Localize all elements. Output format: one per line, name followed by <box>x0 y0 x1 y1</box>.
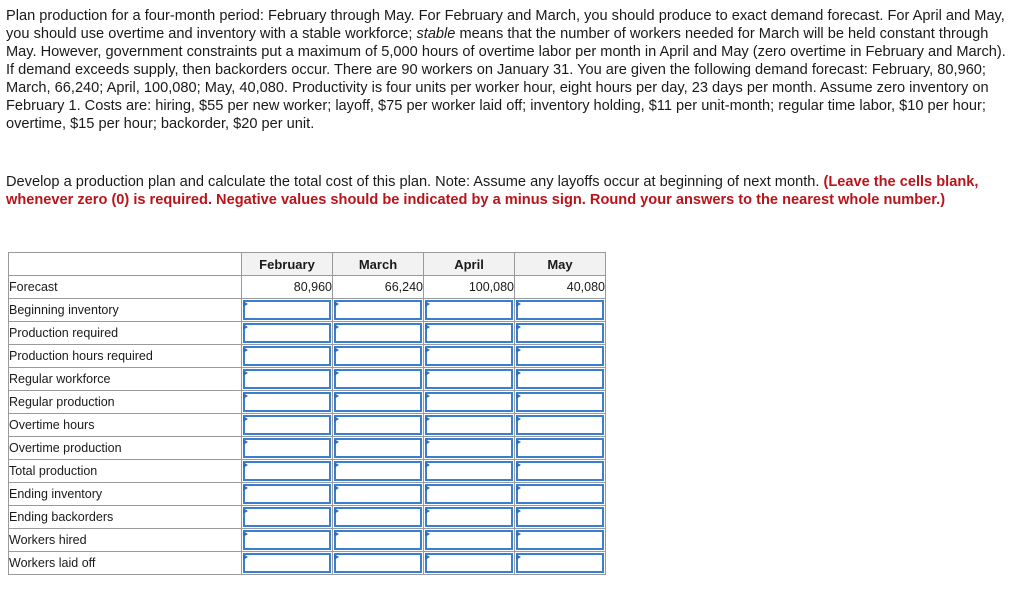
production-plan-table <box>8 252 606 575</box>
input-workers-hired-april[interactable] <box>425 530 513 550</box>
table-row <box>9 391 606 414</box>
row-label-workers-laid-off: Workers laid off <box>9 552 242 575</box>
forecast-march: 66,240 <box>333 276 424 299</box>
input-ending-backorders-may[interactable] <box>516 507 604 527</box>
input-workers-laid-off-march[interactable] <box>334 553 422 573</box>
row-label-beginning-inventory: Beginning inventory <box>9 299 242 322</box>
input-beginning-inventory-april[interactable] <box>425 300 513 320</box>
cell-overtime-production-may <box>515 437 606 460</box>
header-row <box>9 253 606 276</box>
row-label-overtime-hours: Overtime hours <box>9 414 242 437</box>
row-label-regular-workforce: Regular workforce <box>9 368 242 391</box>
table-row <box>9 437 606 460</box>
cell-beginning-inventory-april <box>424 299 515 322</box>
row-label-total-production: Total production <box>9 460 242 483</box>
cell-ending-backorders-may <box>515 506 606 529</box>
table-row <box>9 299 606 322</box>
cell-workers-hired-april <box>424 529 515 552</box>
input-production-hours-required-march[interactable] <box>334 346 422 366</box>
input-production-hours-required-april[interactable] <box>425 346 513 366</box>
table-row <box>9 368 606 391</box>
input-regular-production-march[interactable] <box>334 392 422 412</box>
row-label-ending-inventory: Ending inventory <box>9 483 242 506</box>
cell-workers-hired-may <box>515 529 606 552</box>
input-overtime-hours-april[interactable] <box>425 415 513 435</box>
cell-regular-production-april <box>424 391 515 414</box>
cell-total-production-march <box>333 460 424 483</box>
cell-overtime-hours-may <box>515 414 606 437</box>
cell-total-production-may <box>515 460 606 483</box>
header-march: March <box>333 253 424 276</box>
input-overtime-hours-march[interactable] <box>334 415 422 435</box>
row-label-production-hours-required: Production hours required <box>9 345 242 368</box>
cell-regular-production-may <box>515 391 606 414</box>
input-ending-inventory-february[interactable] <box>243 484 331 504</box>
input-production-required-february[interactable] <box>243 323 331 343</box>
input-workers-laid-off-april[interactable] <box>425 553 513 573</box>
input-overtime-production-march[interactable] <box>334 438 422 458</box>
cell-ending-inventory-may <box>515 483 606 506</box>
header-may: May <box>515 253 606 276</box>
cell-beginning-inventory-february <box>242 299 333 322</box>
cell-beginning-inventory-may <box>515 299 606 322</box>
input-workers-hired-february[interactable] <box>243 530 331 550</box>
input-production-required-may[interactable] <box>516 323 604 343</box>
forecast-february: 80,960 <box>242 276 333 299</box>
problem-statement <box>6 7 1006 133</box>
input-overtime-production-may[interactable] <box>516 438 604 458</box>
input-production-hours-required-february[interactable] <box>243 346 331 366</box>
table-row <box>9 552 606 575</box>
cell-overtime-production-february <box>242 437 333 460</box>
input-regular-workforce-february[interactable] <box>243 369 331 389</box>
header-february: February <box>242 253 333 276</box>
cell-overtime-production-april <box>424 437 515 460</box>
table-row <box>9 322 606 345</box>
input-ending-inventory-april[interactable] <box>425 484 513 504</box>
forecast-april: 100,080 <box>424 276 515 299</box>
table-row <box>9 483 606 506</box>
cell-ending-inventory-february <box>242 483 333 506</box>
cell-regular-workforce-april <box>424 368 515 391</box>
input-regular-workforce-may[interactable] <box>516 369 604 389</box>
problem-rest: means that the number of workers needed for March will be held constant through May. However, government constraints put a maximum of 5,000 hours of overtime labor per month in April and May (zero overtime in February and March). If demand exceeds supply, then backorders occur. There are 90 workers on January 31. You are given the following demand forecast: February, 80,960; March, 66,240; April, 100,080; May, 40,080. Productivity is four units per worker hour, eight hours per day, 23 days per month. Assume zero inventory on February 1. Costs are: hiring, $55 per new worker; layoff, $75 per worker laid off; inventory holding, $11 per unit-month; regular time labor, $10 per hour; overtime, $15 per hour; backorder, $20 per unit. <box>6 26 1006 132</box>
input-regular-production-may[interactable] <box>516 392 604 412</box>
input-beginning-inventory-may[interactable] <box>516 300 604 320</box>
row-label-overtime-production: Overtime production <box>9 437 242 460</box>
header-corner <box>9 253 242 276</box>
cell-ending-backorders-april <box>424 506 515 529</box>
forecast-row <box>9 276 606 299</box>
cell-workers-hired-march <box>333 529 424 552</box>
input-total-production-february[interactable] <box>243 461 331 481</box>
table-row <box>9 460 606 483</box>
instructions-text: Develop a production plan and calculate the total cost of this plan. Note: Assume any layoffs occur at beginning of next month. <box>6 174 824 190</box>
row-label-regular-production: Regular production <box>9 391 242 414</box>
row-label-ending-backorders: Ending backorders <box>9 506 242 529</box>
cell-workers-laid-off-april <box>424 552 515 575</box>
cell-ending-inventory-april <box>424 483 515 506</box>
input-workers-hired-may[interactable] <box>516 530 604 550</box>
cell-production-required-february <box>242 322 333 345</box>
table-row <box>9 529 606 552</box>
input-ending-backorders-february[interactable] <box>243 507 331 527</box>
header-april: April <box>424 253 515 276</box>
input-regular-production-april[interactable] <box>425 392 513 412</box>
input-beginning-inventory-march[interactable] <box>334 300 422 320</box>
input-ending-inventory-march[interactable] <box>334 484 422 504</box>
row-label-production-required: Production required <box>9 322 242 345</box>
cell-total-production-april <box>424 460 515 483</box>
input-overtime-hours-february[interactable] <box>243 415 331 435</box>
input-total-production-may[interactable] <box>516 461 604 481</box>
cell-regular-production-february <box>242 391 333 414</box>
cell-regular-workforce-february <box>242 368 333 391</box>
cell-regular-workforce-may <box>515 368 606 391</box>
cell-overtime-production-march <box>333 437 424 460</box>
table-row <box>9 414 606 437</box>
cell-overtime-hours-february <box>242 414 333 437</box>
forecast-label: Forecast <box>9 276 242 299</box>
input-production-required-april[interactable] <box>425 323 513 343</box>
instructions-note: (Leave the cells blank, whenever zero (0) is required. Negative values should be indicated by a minus sign. Round your answers to the nearest whole number.) <box>6 174 979 208</box>
cell-regular-production-march <box>333 391 424 414</box>
input-workers-laid-off-may[interactable] <box>516 553 604 573</box>
cell-workers-hired-february <box>242 529 333 552</box>
input-workers-laid-off-february[interactable] <box>243 553 331 573</box>
cell-beginning-inventory-march <box>333 299 424 322</box>
cell-production-required-april <box>424 322 515 345</box>
input-production-required-march[interactable] <box>334 323 422 343</box>
input-overtime-production-april[interactable] <box>425 438 513 458</box>
input-total-production-march[interactable] <box>334 461 422 481</box>
cell-production-hours-required-april <box>424 345 515 368</box>
cell-ending-backorders-march <box>333 506 424 529</box>
input-regular-workforce-april[interactable] <box>425 369 513 389</box>
cell-total-production-february <box>242 460 333 483</box>
input-beginning-inventory-february[interactable] <box>243 300 331 320</box>
cell-production-hours-required-february <box>242 345 333 368</box>
input-overtime-production-february[interactable] <box>243 438 331 458</box>
table-row <box>9 506 606 529</box>
cell-overtime-hours-april <box>424 414 515 437</box>
input-ending-backorders-march[interactable] <box>334 507 422 527</box>
row-label-workers-hired: Workers hired <box>9 529 242 552</box>
cell-regular-workforce-march <box>333 368 424 391</box>
problem-stable-word: stable <box>416 26 456 42</box>
input-regular-production-february[interactable] <box>243 392 331 412</box>
input-overtime-hours-may[interactable] <box>516 415 604 435</box>
problem-intro: Plan production for a four-month period: February through May. For February and March, you should produce to exact demand forecast. For April and May, you should use overtime and inventory with a stable workforce; <box>6 8 1005 42</box>
cell-production-hours-required-may <box>515 345 606 368</box>
cell-overtime-hours-march <box>333 414 424 437</box>
cell-ending-inventory-march <box>333 483 424 506</box>
cell-workers-laid-off-may <box>515 552 606 575</box>
cell-production-hours-required-march <box>333 345 424 368</box>
cell-workers-laid-off-february <box>242 552 333 575</box>
instructions <box>6 173 1006 209</box>
table-row <box>9 345 606 368</box>
input-production-hours-required-may[interactable] <box>516 346 604 366</box>
cell-production-required-may <box>515 322 606 345</box>
input-total-production-april[interactable] <box>425 461 513 481</box>
input-ending-backorders-april[interactable] <box>425 507 513 527</box>
forecast-may: 40,080 <box>515 276 606 299</box>
input-workers-hired-march[interactable] <box>334 530 422 550</box>
cell-production-required-march <box>333 322 424 345</box>
input-ending-inventory-may[interactable] <box>516 484 604 504</box>
cell-workers-laid-off-march <box>333 552 424 575</box>
input-regular-workforce-march[interactable] <box>334 369 422 389</box>
cell-ending-backorders-february <box>242 506 333 529</box>
